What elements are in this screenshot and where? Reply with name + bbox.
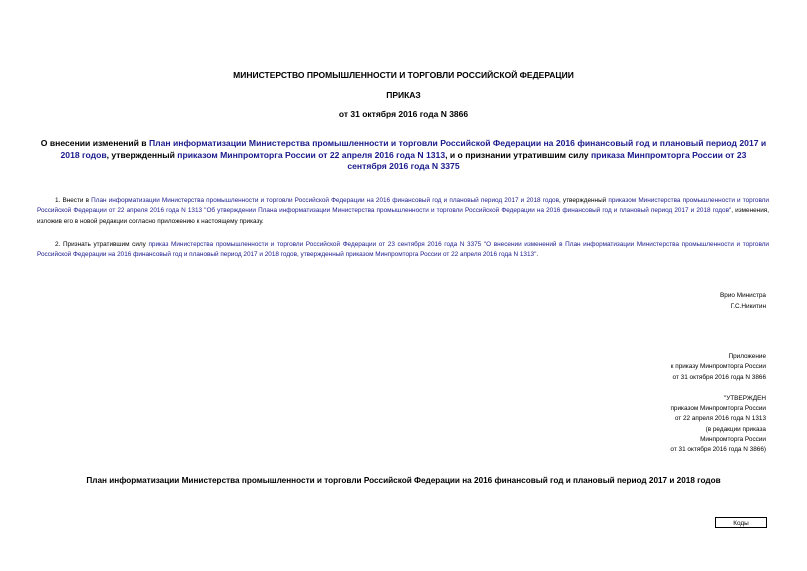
- appendix-block: [670, 352, 766, 456]
- ministry-heading: МИНИСТЕРСТВО ПРОМЫШЛЕННОСТИ И ТОРГОВЛИ РОССИЙСКОЙ ФЕДЕРАЦИИ: [233, 70, 574, 80]
- title-link-order-1313[interactable]: приказом Минпромторга России от 22 апреля 2016 года N 1313: [177, 149, 446, 160]
- approved-line: от 22 апреля 2016 года N 1313: [674, 415, 766, 423]
- p1-text-1: 1. Внести в: [55, 197, 92, 204]
- appendix-line: от 31 октября 2016 года N 3866: [672, 373, 766, 381]
- doc-date-number: от 31 октября 2016 года N 3866: [338, 109, 469, 119]
- signature-name: Г.С.Никитин: [730, 302, 766, 310]
- approved-line: приказом Минпромторга России: [670, 405, 766, 413]
- approved-line: (в редакции приказа: [705, 425, 766, 433]
- p2-link-order-3375[interactable]: приказ Министерства промышленности и торговли Российской Федерации от 23 сентября 2016 года N 3375 "О внесении изменений в План информатизации Министерства промышленности и торговли Российской Федерации на 2016 финансовый год и плановый период 2017 и 2018 годов, утвержденный приказом Минпромторга России от 22 апреля 2016 года N 1313": [37, 241, 769, 259]
- paragraph-1: [37, 196, 769, 227]
- p2-text-2: .: [536, 251, 539, 259]
- appendix-line: к приказу Минпромторга России: [670, 363, 766, 371]
- title-text-3: , и о признании утратившим силу: [445, 149, 591, 160]
- paragraph-2: [37, 240, 769, 261]
- approved-line: "УТВЕРЖДЕН: [723, 394, 766, 402]
- p1-link-order-1313[interactable]: приказом Министерства промышленности и торговли Российской Федерации от 22 апреля 2016 года N 1313 "Об утверждении Плана информатизации Министерства промышленности и торговли Российской Федерации на 2016 финансовый год и плановый период 2017 и 2018 годов": [37, 197, 769, 215]
- plan-title: План информатизации Министерства промышленности и торговли Российской Федерации на 2016 финансовый год и плановый период 2017 и 2018 годов: [86, 476, 721, 485]
- p1-text-3: , изменения, изложив его в новой редакции согласно приложению к настоящему приказу.: [37, 207, 769, 225]
- approved-line: Минпромторга России: [700, 436, 766, 444]
- title-link-order-3375[interactable]: приказа Минпромторга России от 23 сентября 2016 года N 3375: [347, 149, 747, 171]
- p1-link-plan[interactable]: План информатизации Министерства промышленности и торговли Российской Федерации на 2016 финансовый год и плановый период 2017 и 2018 годов: [91, 197, 559, 204]
- appendix-line: Приложение: [728, 353, 766, 360]
- doc-type-heading: ПРИКАЗ: [386, 90, 421, 100]
- approved-line: от 31 октября 2016 года N 3866): [670, 446, 766, 454]
- title-text-2: , утвержденный: [106, 149, 178, 160]
- codes-header-cell: Коды: [715, 517, 767, 528]
- document-title: [40, 138, 767, 173]
- signature-block: [720, 291, 766, 312]
- signature-position: Врио Министра: [720, 292, 766, 299]
- title-link-plan[interactable]: План информатизации Министерства промышленности и торговли Российской Федерации на 2016 финансовый год и плановый период 2017 и 2018 годов: [60, 138, 767, 160]
- p1-text-2: , утвержденный: [559, 197, 609, 204]
- p2-text-1: 2. Признать утратившим силу: [55, 241, 149, 248]
- title-text-1: О внесении изменений в: [40, 138, 149, 148]
